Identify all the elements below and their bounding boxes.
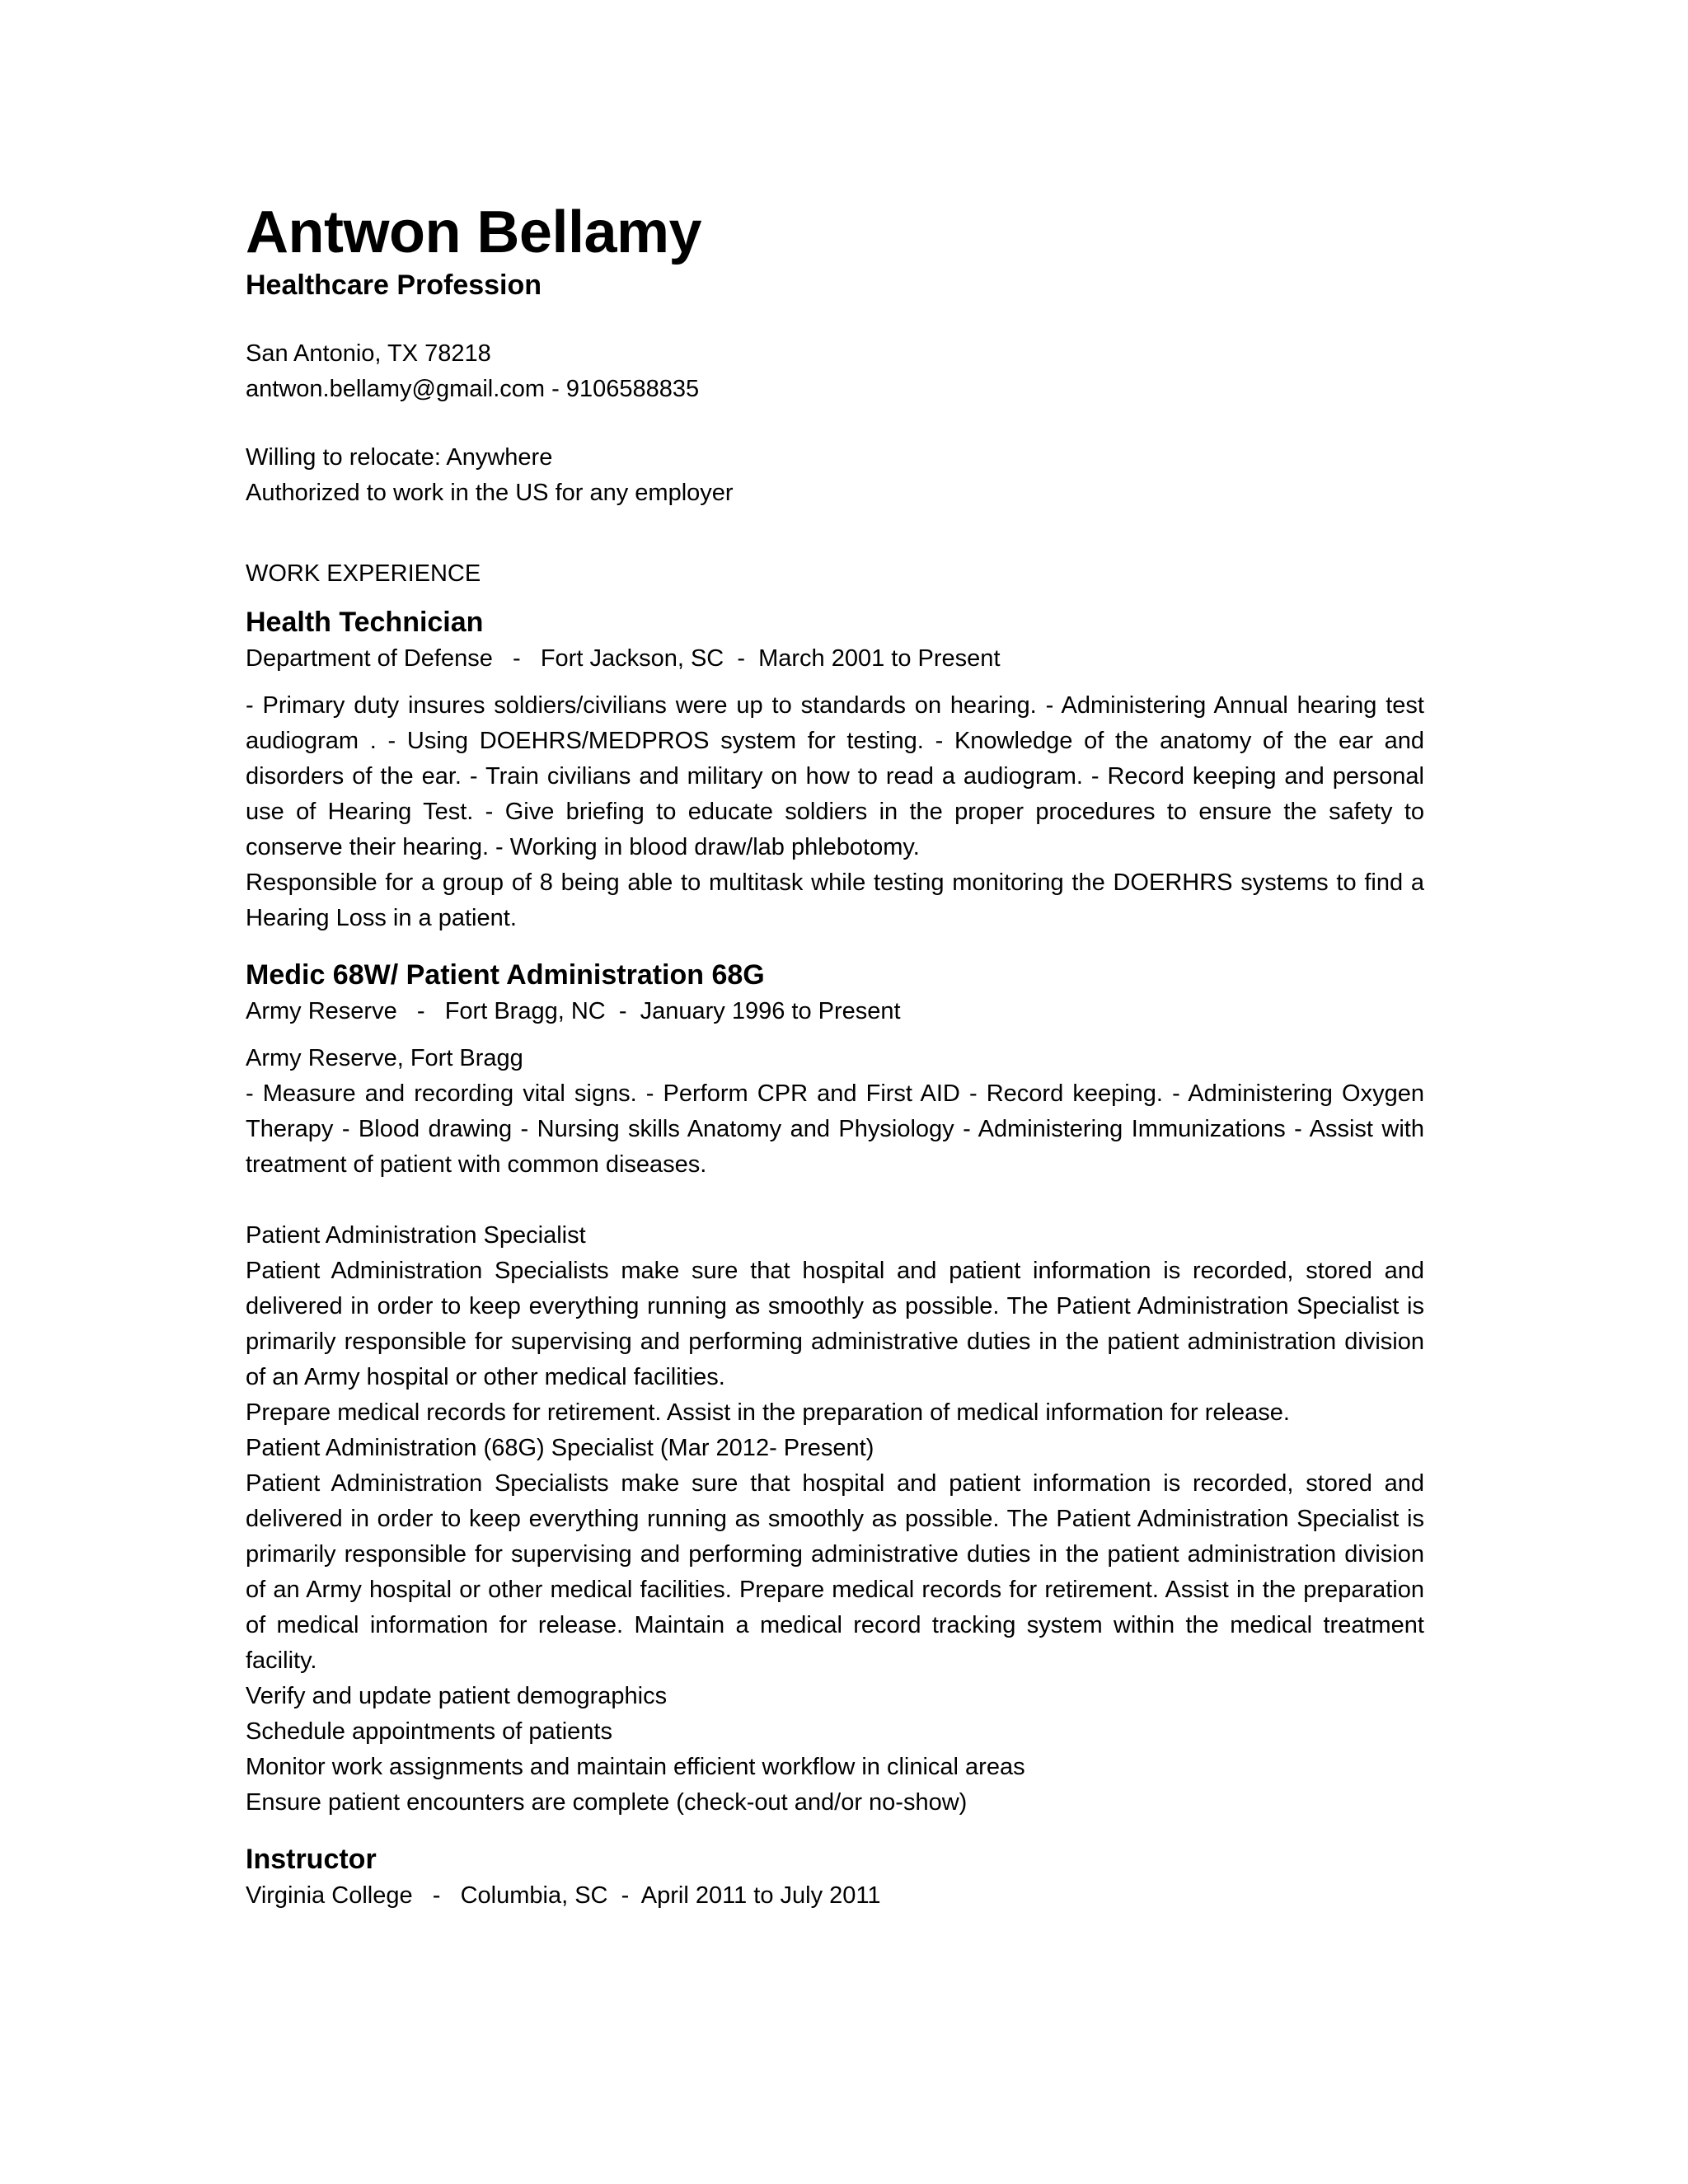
- job-description: Patient Administration Specialists make sure that hospital and patient information is recorded, stored and delivered in order to keep everything running as smoothly as possible. The Patient Administration Specialist is primarily responsible for supervising and performing administrative duties in the patient administration division of an Army hospital or other medical facilities.: [246, 1258, 1424, 1390]
- contact-info: antwon.bellamy@gmail.com - 9106588835: [246, 376, 700, 402]
- job-title: Health Technician: [246, 607, 484, 638]
- job-entry: [246, 603, 1424, 936]
- job-entry: [246, 956, 1424, 1821]
- candidate-name: Antwon Bellamy: [246, 199, 702, 265]
- job-description: - Primary duty insures soldiers/civilians were up to standards on hearing. - Administering Annual hearing test audiogram . - Using DOEHRS/MEDPROS system for testing. - Knowledge of the anatomy of the ear and disorders of the ear. - Train civilians and military on how to read a audiogram. - Record keeping and personal use of Hearing Test. - Give briefing to educate soldiers in the proper procedures to ensure the safety to conserve their hearing. - Working in blood draw/lab phlebotomy.: [246, 692, 1424, 860]
- work-authorization: Authorized to work in the US for any employer: [246, 480, 734, 506]
- job-entry: [246, 1840, 1424, 1914]
- job-title: Instructor: [246, 1844, 377, 1875]
- job-description: Patient Administration Specialist: [246, 1222, 586, 1249]
- job-description: Responsible for a group of 8 being able to multitask while testing monitoring the DOERHRS systems to find a Hearing Loss in a patient.: [246, 869, 1424, 931]
- job-description: Verify and update patient demographics: [246, 1683, 668, 1709]
- location: San Antonio, TX 78218: [246, 340, 491, 367]
- job-description: Schedule appointments of patients: [246, 1718, 612, 1745]
- resume-page: [246, 196, 1424, 1933]
- job-description: Ensure patient encounters are complete (check-out and/or no-show): [246, 1789, 968, 1816]
- job-description: - Measure and recording vital signs. - Perform CPR and First AID - Record keeping. - Administering Oxygen Therapy - Blood drawing - Nursing skills Anatomy and Physiology - Administering Immunizations - Assist with treatment of patient with common diseases.: [246, 1080, 1424, 1178]
- job-description: Monitor work assignments and maintain efficient workflow in clinical areas: [246, 1754, 1025, 1780]
- job-description: Patient Administration Specialists make sure that hospital and patient information is recorded, stored and delivered in order to keep everything running as smoothly as possible. The Patient Administration Specialist is primarily responsible for supervising and performing administrative duties in the patient administration division of an Army hospital or other medical facilities. Prepare medical records for retirement. Assist in the preparation of medical information for release. Maintain a medical record tracking system within the medical treatment facility.: [246, 1470, 1424, 1674]
- job-title: Medic 68W/ Patient Administration 68G: [246, 959, 765, 991]
- job-meta: Department of Defense - Fort Jackson, SC - March 2001 to Present: [246, 645, 1001, 672]
- job-meta: Virginia College - Columbia, SC - April 2011 to July 2011: [246, 1882, 881, 1909]
- job-meta: Army Reserve - Fort Bragg, NC - January 1996 to Present: [246, 998, 901, 1024]
- job-description: Prepare medical records for retirement. Assist in the preparation of medical information for release.: [246, 1399, 1290, 1426]
- job-description: Patient Administration (68G) Specialist (Mar 2012- Present): [246, 1435, 874, 1461]
- relocation-info: Willing to relocate: Anywhere: [246, 444, 553, 471]
- candidate-headline: Healthcare Profession: [246, 269, 542, 301]
- section-title-work-experience: WORK EXPERIENCE: [246, 560, 481, 587]
- job-description: Army Reserve, Fort Bragg: [246, 1045, 523, 1071]
- job-list: [246, 603, 1424, 1914]
